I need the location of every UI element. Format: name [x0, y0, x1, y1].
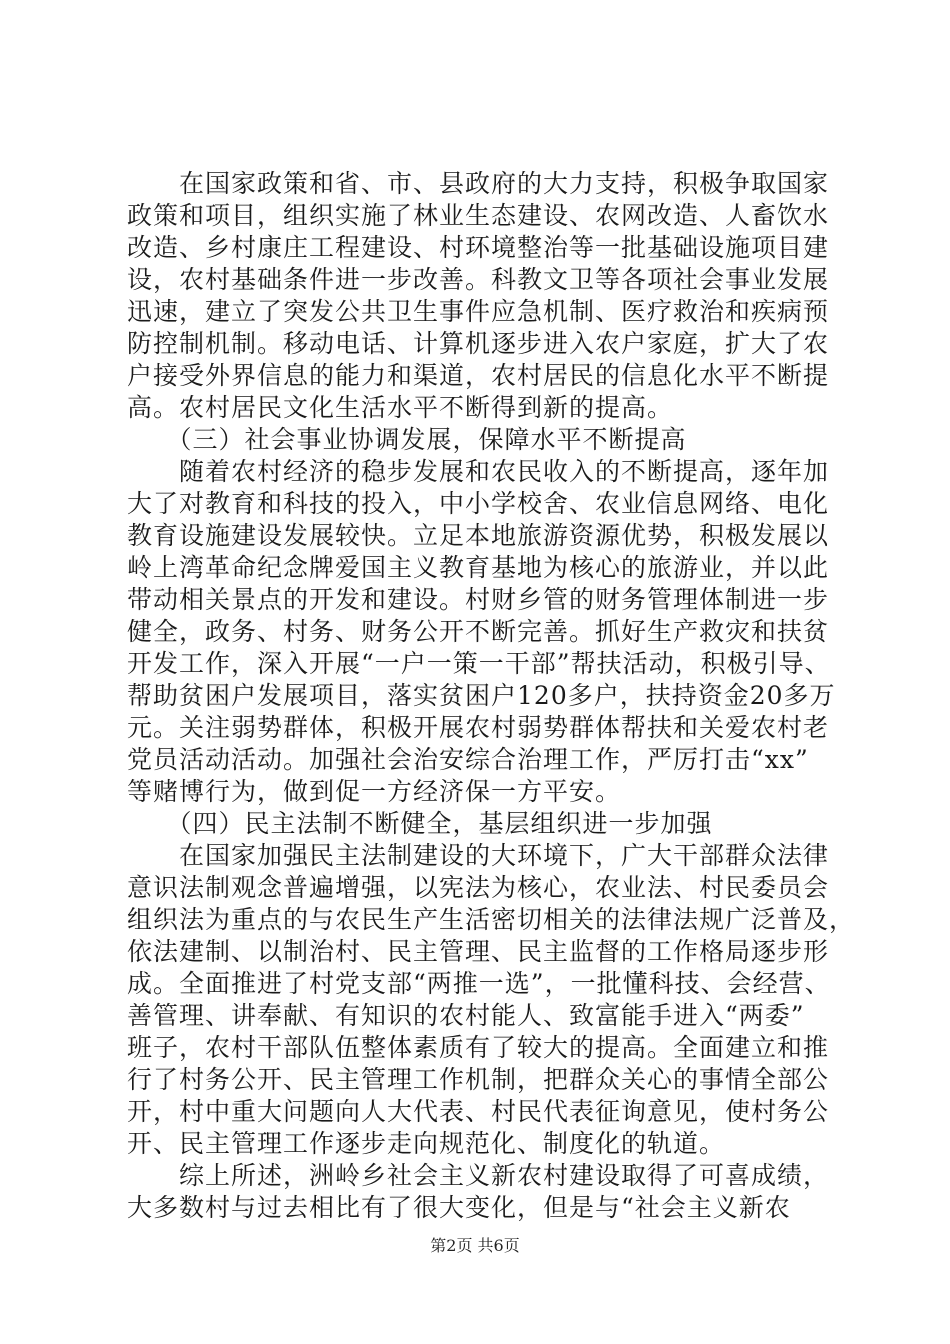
text-line: 在国家政策和省、市、县政府的大力支持，积极争取国家	[127, 169, 830, 198]
text-line: 成。全面推进了村党支部“两推一选”，一批懂科技、会经营、	[127, 969, 831, 998]
text-line: 依法建制、以制治村、民主管理、民主监督的工作格局逐步形	[127, 937, 830, 966]
text-line: 迅速，建立了突发公共卫生事件应急机制、医疗救治和疾病预	[127, 297, 830, 326]
text-line: 设，农村基础条件进一步改善。科教文卫等各项社会事业发展	[127, 265, 830, 294]
text-line: 综上所述，洲岭乡社会主义新农村建设取得了可喜成绩，	[127, 1161, 830, 1190]
text-line: 健全，政务、村务、财务公开不断完善。抓好生产救灾和扶贫	[127, 617, 830, 646]
text-line: 改造、乡村康庄工程建设、村环境整治等一批基础设施项目建	[127, 233, 830, 262]
text-line: 善管理、讲奉献、有知识的农村能人、致富能手进入“两委”	[127, 1001, 805, 1030]
text-line: 开，村中重大问题向人大代表、村民代表征询意见，使村务公	[127, 1097, 830, 1126]
text-line: 岭上湾革命纪念牌爱国主义教育基地为核心的旅游业，并以此	[127, 553, 830, 582]
text-line: 组织法为重点的与农民生产生活密切相关的法律法规广泛普及，	[127, 905, 856, 934]
text-line: 帮助贫困户发展项目，落实贫困户120多户，扶持资金20多万	[127, 681, 836, 710]
text-line: 户接受外界信息的能力和渠道，农村居民的信息化水平不断提	[127, 361, 830, 390]
text-line: 高。农村居民文化生活水平不断得到新的提高。	[127, 393, 674, 422]
section-heading: （四）民主法制不断健全，基层组织进一步加强	[127, 809, 713, 838]
text-line: 带动相关景点的开发和建设。村财乡管的财务管理体制进一步	[127, 585, 830, 614]
text-line: 政策和项目，组织实施了林业生态建设、农网改造、人畜饮水	[127, 201, 830, 230]
text-line: 班子，农村干部队伍整体素质有了较大的提高。全面建立和推	[127, 1033, 830, 1062]
text-line: 行了村务公开、民主管理工作机制，把群众关心的事情全部公	[127, 1065, 830, 1094]
text-line: 元。关注弱势群体，积极开展农村弱势群体帮扶和关爱农村老	[127, 713, 830, 742]
text-line: 开发工作，深入开展“一户一策一干部”帮扶活动，积极引导、	[127, 649, 831, 678]
text-line: 大了对教育和科技的投入，中小学校舍、农业信息网络、电化	[127, 489, 830, 518]
text-line: 教育设施建设发展较快。立足本地旅游资源优势，积极发展以	[127, 521, 830, 550]
text-line: 防控制机制。移动电话、计算机逐步进入农户家庭，扩大了农	[127, 329, 830, 358]
text-line: 在国家加强民主法制建设的大环境下，广大干部群众法律	[127, 841, 830, 870]
text-line: 随着农村经济的稳步发展和农民收入的不断提高，逐年加	[127, 457, 830, 486]
section-heading: （三）社会事业协调发展，保障水平不断提高	[127, 425, 687, 454]
text-line: 党员活动活动。加强社会治安综合治理工作，严厉打击“xx”	[127, 745, 809, 774]
text-line: 大多数村与过去相比有了很大变化，但是与“社会主义新农	[127, 1193, 791, 1222]
text-line: 开、民主管理工作逐步走向规范化、制度化的轨道。	[127, 1129, 726, 1158]
text-line: 等赌博行为，做到促一方经济保一方平安。	[127, 777, 622, 806]
text-line: 意识法制观念普遍增强，以宪法为核心，农业法、村民委员会	[127, 873, 830, 902]
page-footer: 第2页 共6页	[430, 1236, 520, 1255]
